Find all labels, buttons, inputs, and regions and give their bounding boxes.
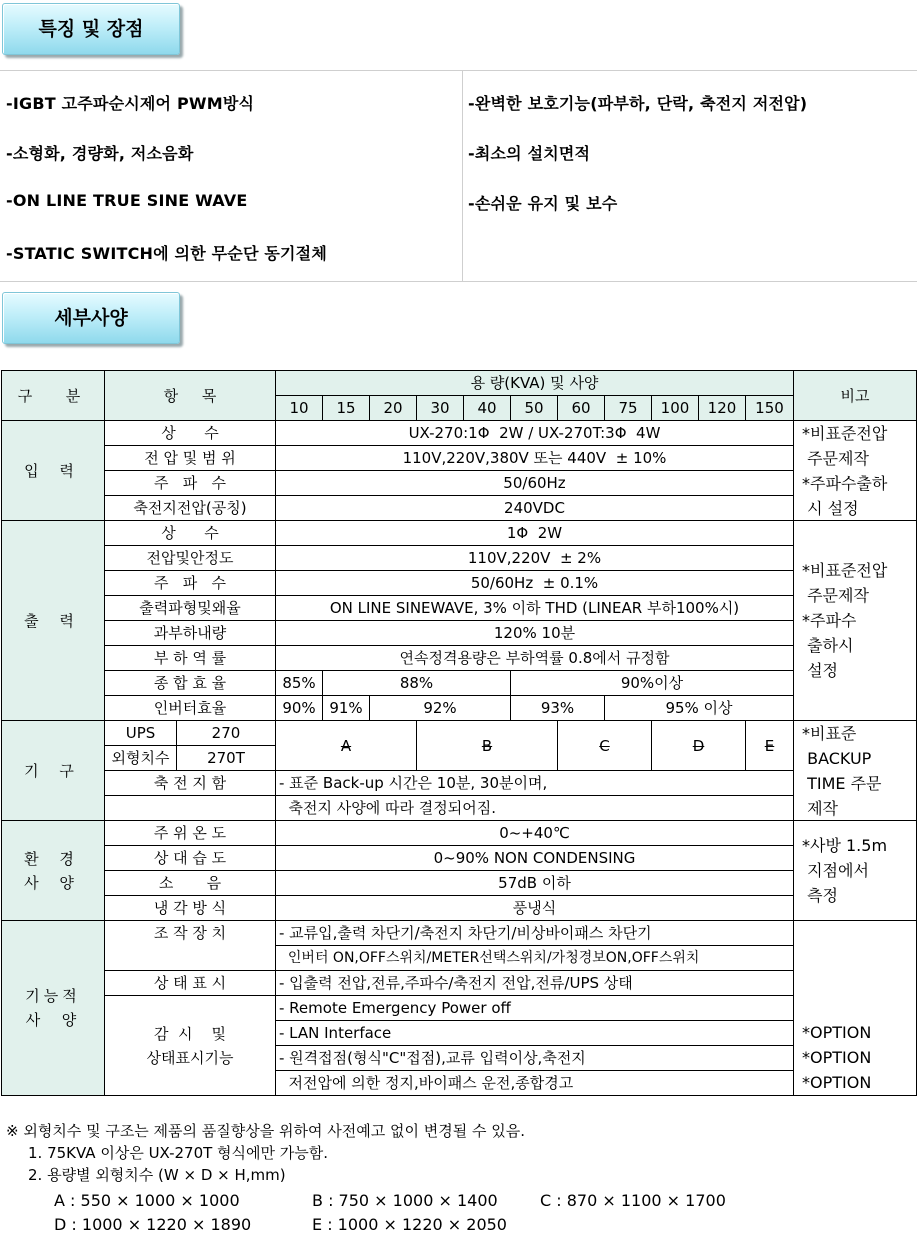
category-func-text: 사 양: [25, 1011, 81, 1029]
control-text: [275, 945, 794, 971]
item-label-text: 주 파 수: [153, 474, 227, 492]
item-value-text: 110V,220V,380V 또는 440V ± 10%: [402, 449, 667, 467]
header-category-text: 구 분: [17, 386, 89, 405]
category-mech-text: 기 구: [24, 761, 82, 780]
capacity-cell-text: 60: [571, 399, 591, 417]
divider: [462, 70, 463, 281]
item-value-text: 240VDC: [504, 499, 565, 517]
capacity-cell-text: 100: [660, 399, 690, 417]
item-value-text: 110V,220V ± 2%: [467, 549, 602, 567]
status-text-text: - 입출력 전압,전류,주파수/축전지 전압,전류/UPS 상태: [279, 974, 633, 992]
header-item: [104, 370, 276, 421]
note-mech-text: *비표준: [802, 723, 857, 743]
capacity-cell: [369, 395, 417, 421]
dim-class-text: A: [340, 736, 352, 755]
item-label: [104, 820, 276, 846]
item-value-text: ON LINE SINEWAVE, 3% 이하 THD (LINEAR 부하100%시): [329, 599, 740, 617]
capacity-cell-text: 150: [755, 399, 784, 417]
category-env: [1, 820, 105, 921]
item-value: [275, 420, 794, 446]
efficiency-value: [322, 670, 511, 696]
capacity-cell: [698, 395, 746, 421]
feature-item: -완벽한 보호기능(파부하, 단락, 축전지 저전압): [468, 94, 808, 113]
item-label-text: 상 수: [161, 424, 219, 442]
item-value: [275, 545, 794, 571]
capacity-cell-text: 30: [430, 399, 450, 417]
efficiency-value-text: 85%: [282, 674, 316, 692]
status-label: [104, 970, 276, 996]
control-text-text: 인버터 ON,OFF스위치/METER선택스위치/가청경보ON,OFF스위치: [279, 950, 700, 966]
specs-section-tab: 세부사양: [2, 292, 180, 344]
item-label-text: 소 음: [158, 874, 222, 892]
item-label: [104, 445, 276, 471]
dim-c: C : 870 × 1100 × 1700: [540, 1191, 726, 1210]
dim-class: [557, 720, 652, 771]
header-category: [1, 370, 105, 421]
control-text-text: - 교류입,출력 차단기/축전지 차단기/비상바이패스 차단기: [279, 924, 652, 942]
item-label-text: 상 수: [161, 524, 219, 542]
control-text: [275, 920, 794, 946]
dim-value: [176, 745, 276, 771]
item-value-text: 50/60Hz: [503, 474, 566, 492]
inverter-value-text: 92%: [423, 699, 457, 717]
header-capacity: [275, 370, 794, 396]
item-label-text: 출력파형및왜율: [139, 599, 241, 617]
item-label-text: 종 합 효 율: [153, 674, 227, 692]
note-env: [793, 820, 917, 921]
item-label-text: 인버터효율: [153, 699, 227, 717]
capacity-cell-text: 10: [289, 399, 309, 417]
item-value-text: UX-270:1Φ 2W / UX-270T:3Φ 4W: [408, 424, 661, 442]
item-value-text: 50/60Hz ± 0.1%: [470, 574, 599, 592]
note-mech-text: BACKUP: [802, 748, 872, 768]
capacity-cell-text: 15: [336, 399, 356, 417]
monitor-text: [275, 1020, 794, 1046]
features-section-tab: 특징 및 장점: [2, 3, 180, 55]
inverter-value-text: 95% 이상: [665, 699, 733, 717]
note-func-text: *OPTION: [802, 1048, 872, 1067]
dim-d: D : 1000 × 1220 × 1890: [54, 1215, 252, 1234]
note-output-text: 출하시: [802, 636, 854, 655]
category-output: [1, 520, 105, 721]
item-label: [104, 620, 276, 646]
efficiency-value-text: 88%: [399, 674, 434, 692]
item-label: [104, 520, 276, 546]
dim-class: [416, 720, 558, 771]
feature-item: -IGBT 고주파순시제어 PWM방식: [6, 94, 255, 113]
inverter-value: [322, 695, 370, 721]
control-label: [104, 920, 276, 971]
monitor-text-text: - Remote Emergency Power off: [279, 999, 511, 1017]
battery-label: [104, 770, 276, 796]
note-input-text: *주파수출하: [802, 473, 888, 493]
inverter-value: [275, 695, 323, 721]
inverter-value: [510, 695, 605, 721]
divider: [0, 281, 917, 282]
monitor-text-text: - LAN Interface: [279, 1024, 392, 1042]
monitor-text: [275, 995, 794, 1021]
item-label: [104, 495, 276, 521]
item-value-text: 연속정격용량은 부하역률 0.8에서 규정함: [399, 649, 670, 667]
inverter-value-text: 91%: [329, 699, 363, 717]
item-value-text: 0~90% NON CONDENSING: [433, 849, 636, 867]
item-label-text: 축전지전압(공칭): [133, 499, 247, 517]
dim-class-text: C: [599, 736, 610, 755]
item-value: [275, 595, 794, 621]
item-label: [104, 470, 276, 496]
category-func: [1, 920, 105, 1096]
item-value-text: 풍냉식: [512, 899, 557, 917]
note-env-text: *사방 1.5m: [802, 836, 888, 855]
inverter-value-text: 93%: [540, 699, 575, 717]
capacity-cell-text: 75: [618, 399, 638, 417]
dim-class-text: D: [692, 736, 705, 755]
header-capacity-text: 용 량(KVA) 및 사양: [470, 374, 599, 392]
dim-label: [104, 745, 177, 771]
note-input-text: 시 설정: [802, 498, 859, 518]
note-func-text: *OPTION: [802, 1073, 872, 1092]
capacity-cell: [510, 395, 558, 421]
capacity-cell: [463, 395, 511, 421]
footnote-2: 2. 용량별 외형치수 (W × D × H,mm): [28, 1166, 286, 1184]
item-label: [104, 895, 276, 921]
monitor-label: [104, 995, 276, 1096]
capacity-cell: [557, 395, 605, 421]
footnote-main: ※ 외형치수 및 구조는 제품의 품질향상을 위하여 사전예고 없이 변경될 수 있음.: [6, 1122, 525, 1140]
header-item-text: 항 목: [163, 386, 217, 405]
item-label-text: 냉 각 방 식: [153, 899, 227, 917]
dim-class: [745, 720, 794, 771]
efficiency-value: [275, 670, 323, 696]
item-label-text: 과부하내량: [153, 624, 227, 642]
efficiency-value: [510, 670, 794, 696]
note-output-text: 주문제작: [802, 586, 869, 605]
capacity-cell-text: 40: [477, 399, 497, 417]
note-func: [793, 920, 917, 1096]
item-label-text: 전압및안정도: [146, 549, 234, 567]
battery-text-text: - 표준 Back-up 시간은 10분, 30분이며,: [279, 774, 548, 792]
capacity-cell: [651, 395, 699, 421]
battery-text: [275, 770, 794, 796]
note-env-text: 지점에서: [802, 861, 869, 880]
item-label-text: 부 하 역 률: [153, 649, 227, 667]
item-value: [275, 895, 794, 921]
item-value-text: 57dB 이하: [498, 874, 571, 892]
empty-cell: [104, 795, 276, 821]
ups-label-text: UPS: [125, 724, 156, 742]
status-label-text: 상 태 표 시: [153, 974, 227, 992]
item-value: [275, 620, 794, 646]
status-text: [275, 970, 794, 996]
ups-label: [104, 720, 177, 746]
item-label: [104, 695, 276, 721]
item-label-text: 상 대 습 도: [153, 849, 227, 867]
note-input: [793, 420, 917, 521]
item-value: [275, 570, 794, 596]
divider: [0, 70, 917, 71]
category-func-text: 기능적: [25, 987, 81, 1005]
dim-e: E : 1000 × 1220 × 2050: [312, 1215, 507, 1234]
item-value: [275, 870, 794, 896]
item-label: [104, 545, 276, 571]
item-value: [275, 845, 794, 871]
dim-class: [275, 720, 417, 771]
dim-a: A : 550 × 1000 × 1000: [54, 1191, 240, 1210]
item-value-text: 120% 10분: [493, 624, 576, 642]
category-output-text: 출 력: [24, 611, 82, 630]
note-func-text: *OPTION: [802, 1023, 872, 1042]
note-mech-text: 제작: [802, 798, 838, 818]
capacity-cell: [416, 395, 464, 421]
battery-text: [275, 795, 794, 821]
item-label: [104, 595, 276, 621]
dim-class: [651, 720, 746, 771]
item-value: [275, 495, 794, 521]
item-label-text: 전 압 및 범 위: [144, 449, 236, 467]
item-label: [104, 870, 276, 896]
item-value-text: 1Φ 2W: [506, 524, 563, 542]
item-label: [104, 670, 276, 696]
note-output: [793, 520, 917, 721]
monitor-text-text: - 원격접점(형식"C"접점),교류 입력이상,축전지: [279, 1049, 586, 1067]
item-value: [275, 520, 794, 546]
battery-text-text: 축전지 사양에 따라 결정되어짐.: [279, 799, 496, 817]
item-label: [104, 645, 276, 671]
category-env-text: 사 양: [24, 873, 82, 892]
dim-label-text: 외형치수: [111, 749, 170, 767]
note-output-text: *비표준전압: [802, 561, 888, 580]
dim-b: B : 750 × 1000 × 1400: [312, 1191, 498, 1210]
item-value: [275, 445, 794, 471]
item-label-text: 주 위 온 도: [153, 824, 227, 842]
inverter-value: [369, 695, 511, 721]
item-label: [104, 845, 276, 871]
ups-value-text: 270: [211, 724, 241, 742]
item-value: [275, 645, 794, 671]
control-label-text: 조 작 장 치: [153, 924, 227, 942]
capacity-cell-text: 50: [524, 399, 544, 417]
inverter-value: [604, 695, 794, 721]
monitor-text-text: 저전압에 의한 정지,바이패스 운전,종합경고: [279, 1074, 574, 1092]
item-value-text: 0~+40℃: [499, 824, 570, 842]
inverter-value-text: 90%: [282, 699, 316, 717]
note-output-text: *주파수: [802, 611, 857, 630]
dim-class-text: B: [481, 736, 493, 755]
item-label-text: 주 파 수: [153, 574, 227, 592]
note-input-text: *비표준전압: [802, 423, 888, 443]
feature-item: -소형화, 경량화, 저소음화: [6, 144, 194, 163]
category-input-text: 입 력: [24, 461, 82, 480]
dim-class-text: E: [764, 736, 775, 755]
efficiency-value-text: 90%이상: [620, 674, 684, 692]
item-label: [104, 420, 276, 446]
header-note: [793, 370, 917, 421]
battery-label-text: 축 전 지 함: [153, 774, 227, 792]
monitor-label-text: 상태표시기능: [146, 1048, 234, 1067]
note-mech: [793, 720, 917, 821]
capacity-cell-text: 120: [707, 399, 737, 417]
feature-item: -최소의 설치면적: [468, 144, 591, 163]
footnote-1: 1. 75KVA 이상은 UX-270T 형식에만 가능함.: [28, 1144, 329, 1162]
item-value: [275, 470, 794, 496]
item-value: [275, 820, 794, 846]
feature-item: -손쉬운 유지 및 보수: [468, 194, 618, 213]
category-input: [1, 420, 105, 521]
monitor-text: [275, 1045, 794, 1071]
category-env-text: 환 경: [24, 849, 82, 868]
header-note-text: 비고: [840, 386, 870, 405]
monitor-text: [275, 1070, 794, 1096]
capacity-cell: [604, 395, 652, 421]
capacity-cell: [275, 395, 323, 421]
capacity-cell: [322, 395, 370, 421]
feature-item: -ON LINE TRUE SINE WAVE: [6, 191, 248, 210]
note-env-text: 측정: [802, 886, 838, 905]
ups-value: [176, 720, 276, 746]
note-input-text: 주문제작: [802, 448, 869, 468]
note-output-text: 설정: [802, 661, 838, 680]
capacity-cell-text: 20: [383, 399, 403, 417]
dim-value-text: 270T: [207, 749, 245, 767]
item-label: [104, 570, 276, 596]
capacity-cell: [745, 395, 794, 421]
category-mech: [1, 720, 105, 821]
feature-item: -STATIC SWITCH에 의한 무순단 동기절체: [6, 244, 327, 263]
monitor-label-text: 감 시 및: [153, 1024, 227, 1043]
note-mech-text: TIME 주문: [802, 773, 882, 793]
